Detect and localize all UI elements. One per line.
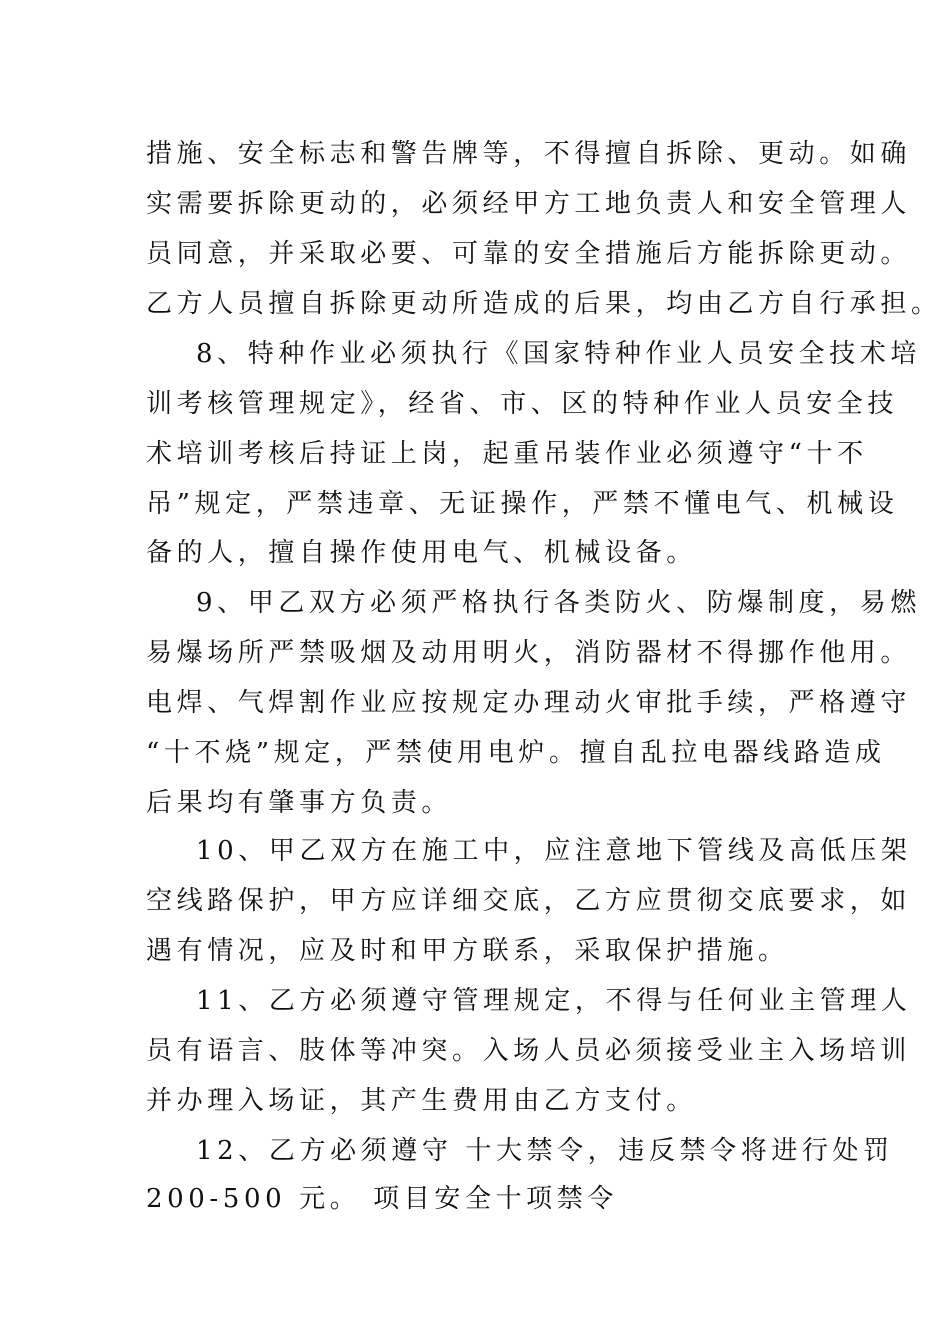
text-line: 乙方人员擅自拆除更动所造成的后果，均由乙方自行承担。 [146, 289, 942, 319]
paragraph-8-first-line: 8、特种作业必须执行《国家特种作业人员安全技术培 [196, 339, 921, 369]
text-line: “十不烧”规定，严禁使用电炉。擅自乱拉电器线路造成 [146, 738, 886, 768]
paragraph-11-first-line: 11、乙方必须遵守管理规定，不得与任何业主管理人 [196, 986, 912, 1016]
paragraph-12-first-line: 12、乙方必须遵守 十大禁令，违反禁令将进行处罚 [196, 1136, 894, 1166]
text-line: 遇有情况，应及时和甲方联系，采取保护措施。 [146, 936, 789, 966]
text-line: 员同意，并采取必要、可靠的安全措施后方能拆除更动。 [146, 239, 912, 269]
text-line: 易爆场所严禁吸烟及动用明火，消防器材不得挪作他用。 [146, 638, 912, 668]
paragraph-9-first-line: 9、甲乙双方必须严格执行各类防火、防爆制度，易燃 [196, 588, 921, 618]
text-line: 措施、安全标志和警告牌等，不得擅自拆除、更动。如确 [146, 139, 912, 169]
text-line: 后果均有肇事方负责。 [146, 788, 453, 818]
text-line: 空线路保护，甲方应详细交底，乙方应贯彻交底要求，如 [146, 886, 912, 916]
text-line: 训考核管理规定》，经省、市、区的特种作业人员安全技 [146, 389, 899, 419]
text-line: 备的人，擅自操作使用电气、机械设备。 [146, 538, 697, 568]
text-line: 实需要拆除更动的，必须经甲方工地负责人和安全管理人 [146, 189, 912, 219]
text-line: 吊”规定，严禁违章、无证操作，严禁不懂电气、机械设 [146, 489, 899, 519]
text-line: 员有语言、肢体等冲突。入场人员必须接受业主入场培训 [146, 1036, 912, 1066]
text-line: 电焊、气焊割作业应按规定办理动火审批手续，严格遵守 [146, 688, 912, 718]
text-line: 200-500 元。 项目安全十项禁令 [146, 1184, 618, 1214]
paragraph-10-first-line: 10、甲乙双方在施工中，应注意地下管线及高低压架 [196, 836, 912, 866]
text-line: 并办理入场证，其产生费用由乙方支付。 [146, 1086, 697, 1116]
text-line: 术培训考核后持证上岗，起重吊装作业必须遵守“十不 [146, 439, 868, 469]
